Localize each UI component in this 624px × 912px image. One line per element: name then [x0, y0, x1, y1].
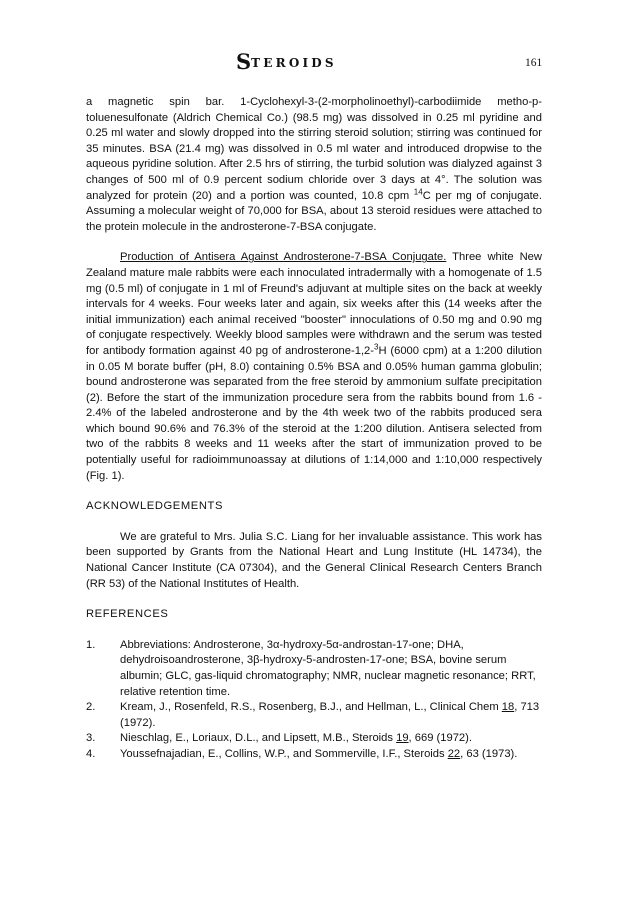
acknowledgements-text: We are grateful to Mrs. Julia S.C. Liang for her invaluable assistance. This work has been supported by Grants from the National Heart and Lung Institute (HL 14734), the National Cancer Institute (CA 07304), and the General Clinical Research Centers Branch (RR 53) of the National Institutes of Health. — [86, 530, 542, 590]
acknowledgements-heading: ACKNOWLEDGEMENTS — [86, 500, 224, 513]
reference-number: 4. — [86, 747, 96, 760]
reference-item — [86, 731, 542, 747]
reference-volume: 19 — [396, 732, 409, 745]
references-heading: REFERENCES — [86, 608, 169, 621]
antisera-text-b: H (6000 cpm) at a 1:200 dilution in 0.05 M borate buffer (pH, 8.0) containing 0.5% BSA and 0.05% human gamma globulin; bound androsterone was separated from the free steroid by ammonium sulfate precipitation (2). Before the start of the immunization procedure sera from the rabbits bound from 1.6 - 2.4% of the labeled androsterone and by the 4th week two of the rabbits produced sera which bound 90.6% and 76.3% of the steroid at the 1:200 dilution. Antisera selected from two of the rabbits 8 weeks and 11 weeks after the start of immunization proved to be potentially useful for radioimmunoassay at dilutions of 1:14,000 and 1:10,000 respectively (Fig. 1). — [86, 344, 542, 482]
antisera-text-a: Three white New Zealand mature male rabbits were each innoculated intradermally with a homogenate of 1.5 mg (0.5 ml) of conjugate in 1 ml of Freund's adjuvant at multiple sites on the back at weekly intervals for 4 weeks. Four weeks later and again, six weeks after this (14 weeks after the initial immunization) each animal received "booster" innoculations of 0.50 mg and 0.90 mg of conjugate respectively. Weekly blood samples were withdrawn and the serum was tested for antibody formation against 40 pg of androsterone-1,2- — [86, 251, 542, 357]
reference-item — [86, 747, 542, 763]
article-body — [86, 95, 542, 763]
reference-number: 1. — [86, 638, 96, 651]
reference-text-tail: , 63 (1973). — [460, 747, 518, 760]
reference-volume: 18 — [501, 701, 515, 714]
reference-text: Youssefnajadian, E., Collins, W.P., and Sommerville, I.F., Steroids — [120, 747, 448, 760]
reference-text-tail: , 713 (1972). — [120, 701, 540, 729]
reference-text-tail: , 669 (1972). — [408, 732, 472, 745]
reference-item — [86, 638, 542, 700]
reference-number: 2. — [86, 701, 96, 714]
reference-text: Abbreviations: Androsterone, 3α-hydroxy-5α-androstan-17-one; DHA, dehydroisoandrosterone, 3β-hydroxy-5-androsten-17-one; BSA, bovine serum albumin; GLC, gas-liquid chromatography; NMR, nuclear magnetic resonance; RRT, relative retention time. — [120, 638, 536, 698]
reference-text: Kream, J., Rosenfeld, R.S., Rosenberg, B.J., and Hellman, L., Clinical Chem — [120, 701, 502, 714]
reference-number: 3. — [86, 732, 96, 745]
antisera-paragraph — [86, 250, 542, 484]
reference-item — [86, 700, 542, 731]
journal-name — [236, 49, 337, 74]
methods-paragraph-tail: C per mg of conjugate. Assuming a molecular weight of 70,000 for BSA, about 13 steroid residues were attached to the protein molecule in the androsterone-7-BSA conjugate. — [86, 189, 543, 233]
reference-text: Nieschlag, E., Loriaux, D.L., and Lipsett, M.B., Steroids — [120, 732, 397, 745]
isotope-superscript: 14 — [413, 186, 423, 196]
journal-initial: S — [236, 49, 252, 74]
page-header — [0, 49, 624, 74]
journal-name-rest: TEROIDS — [251, 56, 337, 70]
page-number: 161 — [525, 57, 543, 69]
methods-paragraph — [86, 95, 542, 235]
antisera-section-title: Production of Antisera Against Androsterone-7-BSA Conjugate. — [120, 251, 447, 264]
methods-paragraph-text: a magnetic spin bar. 1-Cyclohexyl-3-(2-morpholinoethyl)-carbodiimide metho-p-toluenesulfonate (Aldrich Chemical Co.) (98.5 mg) was dissolved in 0.25 ml pyridine and 0.25 ml water and slowly dropped into the stirring steroid solution; stirring was continued for 35 minutes. BSA (21.4 mg) was dissolved in 0.5 ml water and introduced dropwise to the aqueous pyridine solution. After 2.5 hrs of stirring, the turbid solution was dialyzed against 3 changes of 500 ml of 0.9 percent sodium chloride over 3 days at 4°. The solution was analyzed for protein (20) and a portion was counted, 10.8 cpm — [86, 96, 542, 202]
reference-volume: 22 — [447, 747, 461, 760]
reference-list — [86, 638, 542, 763]
tritium-superscript: 3 — [374, 342, 379, 352]
